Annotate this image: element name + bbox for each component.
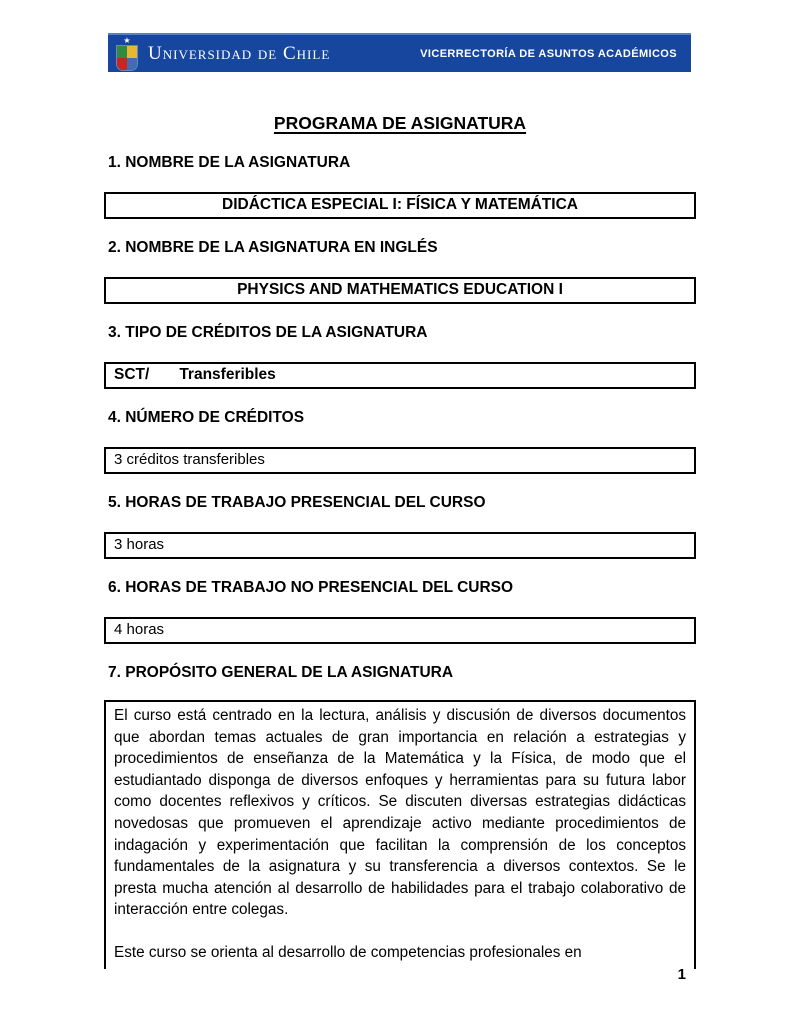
university-crest-icon [116,37,138,70]
section-4-heading: 4. NÚMERO DE CRÉDITOS [108,409,305,426]
credit-type-value: Transferibles [179,366,276,383]
credit-type-label: SCT/ [114,366,150,383]
document-content [104,105,696,969]
section-1-heading: 1. NOMBRE DE LA ASIGNATURA [108,154,351,171]
page-number: 1 [677,966,686,983]
purpose-paragraph-1: El curso está centrado en la lectura, análisis y discusión de diversos documentos que abordan temas actuales de gran importancia en relación a estrategias y procedimientos de enseñanza de la Matemática y la Física, de modo que el estudiantado disponga de diversos enfoques y herramientas para su futura labor como docentes reflexivos y críticos. Se discuten diversas estrategias didácticas novedosas que promueven el aprendizaje activo mediante procedimientos de indagación y experimentación que facilitan la comprensión de los conceptos fundamentales de la asignatura y su transferencia a diversos contextos. Se le presta mucha atención al desarrollo de habilidades para el trabajo colaborativo de interacción entre colegas. [114,707,686,919]
shield-quadrant-blue [127,58,137,70]
section-6-heading: 6. HORAS DE TRABAJO NO PRESENCIAL DEL CURSO [108,579,514,596]
section-5-heading: 5. HORAS DE TRABAJO PRESENCIAL DEL CURSO [108,494,486,511]
page-title: PROGRAMA DE ASIGNATURA [273,113,527,133]
university-name: Universidad de Chile [148,42,331,64]
shield-quadrant-red [117,58,127,70]
section-7-value-box [104,700,696,969]
star-icon: ★ [123,36,131,45]
section-2-heading: 2. NOMBRE DE LA ASIGNATURA EN INGLÉS [108,239,438,256]
shield-quadrant-gold [127,46,137,58]
section-3-value-box [104,362,696,389]
section-2-value-box: PHYSICS AND MATHEMATICS EDUCATION I [104,277,696,304]
shield-icon [117,46,137,70]
section-7-heading: 7. PROPÓSITO GENERAL DE LA ASIGNATURA [108,664,454,681]
section-6-value-box: 4 horas [104,617,696,644]
section-3-heading: 3. TIPO DE CRÉDITOS DE LA ASIGNATURA [108,324,428,341]
office-name: VICERRECTORÍA DE ASUNTOS ACADÉMICOS [420,47,677,60]
header-bar [108,33,691,72]
section-1-value-box: DIDÁCTICA ESPECIAL I: FÍSICA Y MATEMÁTICA [104,192,696,219]
shield-quadrant-green [117,46,127,58]
university-brand [116,37,330,70]
section-4-value-box: 3 créditos transferibles [104,447,696,474]
section-5-value-box: 3 horas [104,532,696,559]
purpose-paragraph-2: Este curso se orienta al desarrollo de competencias profesionales en [114,943,582,961]
